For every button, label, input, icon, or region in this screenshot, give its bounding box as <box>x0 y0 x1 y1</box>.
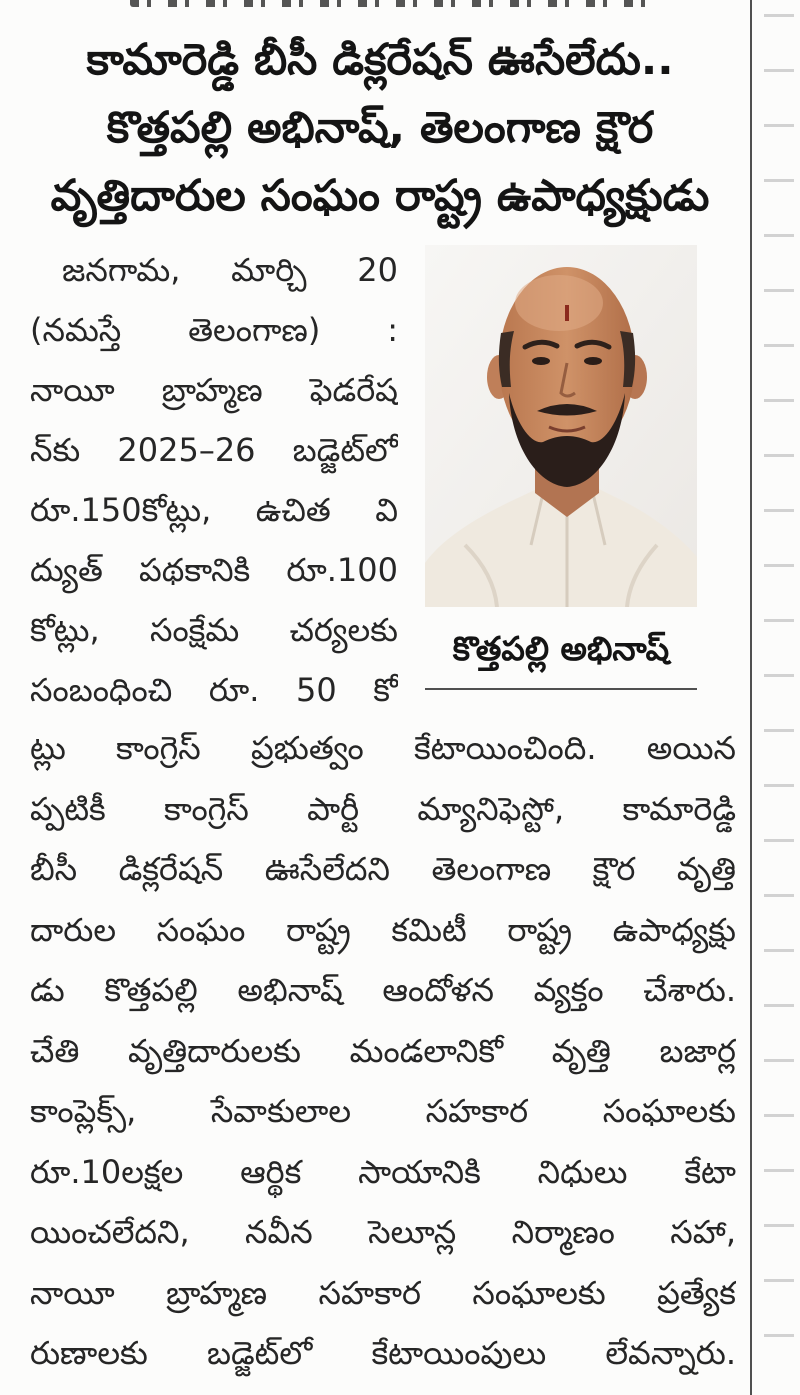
source-credit: (నమస్తే తెలంగాణ) : <box>30 311 398 349</box>
article-text-line: ప్పటికీ కాంగ్రెస్ పార్టీ మ్యానిఫెస్టో, కామారెడ్డి <box>30 789 736 828</box>
cut-off-text-fragment <box>130 0 660 7</box>
article-text-line: చేతి వృత్తిదారులకు మండలానికో వృత్తి బజార్ల <box>30 1031 736 1070</box>
article-text-line: కోట్లు, సంక్షేమ చర్యలకు <box>30 611 398 649</box>
headline <box>20 26 740 230</box>
caption-rule <box>425 688 697 690</box>
headline-line: కామారెడ్డి బీసీ డిక్లరేషన్ ఊసేలేదు.. <box>86 35 674 85</box>
article-intro <box>30 240 398 720</box>
article-text-line: రుణాలకు బడ్జెట్‌లో కేటాయింపులు లేవన్నారు. <box>30 1334 736 1372</box>
portrait-image <box>425 245 697 607</box>
article-text-line: రూ.150కోట్లు, ఉచిత వి <box>30 491 398 529</box>
article-text-line: యించలేదని, నవీన సెలూన్ల నిర్మాణం సహా, <box>30 1213 736 1251</box>
adjacent-column-bleed <box>764 14 794 1384</box>
article-text-line: నాయీ బ్రాహ్మణ సహకార సంఘాలకు ప్రత్యేక <box>30 1273 736 1312</box>
article-text-line: సంబంధించి రూ. 50 కో <box>30 671 398 709</box>
column-rule <box>750 0 752 1395</box>
portrait-photo <box>425 245 697 607</box>
article-text-line: కాంప్లెక్స్, సేవాకులాల సహకార సంఘాలకు <box>30 1092 736 1130</box>
photo-caption: కొత్తపల్లి అభినాష్ <box>452 629 670 668</box>
article-text-line: డు కొత్తపల్లి అభినాష్ ఆందోళన వ్యక్తం చేశారు. <box>30 971 736 1009</box>
article-text-line: ద్యుత్ పథకానికి రూ.100 <box>30 551 398 589</box>
dateline: జనగామ, మార్చి 20 <box>62 251 398 289</box>
headline-line: కొత్తపల్లి అభినాష్, తెలంగాణ క్షౌర <box>106 103 654 153</box>
article-text-line: రూ.10లక్షల ఆర్థిక సాయానికి నిధులు కేటా <box>30 1152 736 1191</box>
article-text-line: ట్లు కాంగ్రెస్ ప్రభుత్వం కేటాయించింది. అయిన <box>30 729 736 767</box>
headline-line: వృత్తిదారుల సంఘం రాష్ట్ర ఉపాధ్యక్షుడు <box>50 171 710 221</box>
article-text-line: న్‌కు 2025–26 బడ్జెట్‌లో <box>30 431 398 469</box>
article-text-line: దారుల సంఘం రాష్ట్ర కమిటీ రాష్ట్ర ఉపాధ్యక్షు <box>30 910 736 949</box>
article-text-line: నాయీ బ్రాహ్మణ ఫెడరేష <box>30 371 398 409</box>
article-body <box>30 718 736 1384</box>
article-text-line: బీసీ డిక్లరేషన్ ఊసేలేదని తెలంగాణ క్షౌర వృత్తి <box>30 850 736 888</box>
